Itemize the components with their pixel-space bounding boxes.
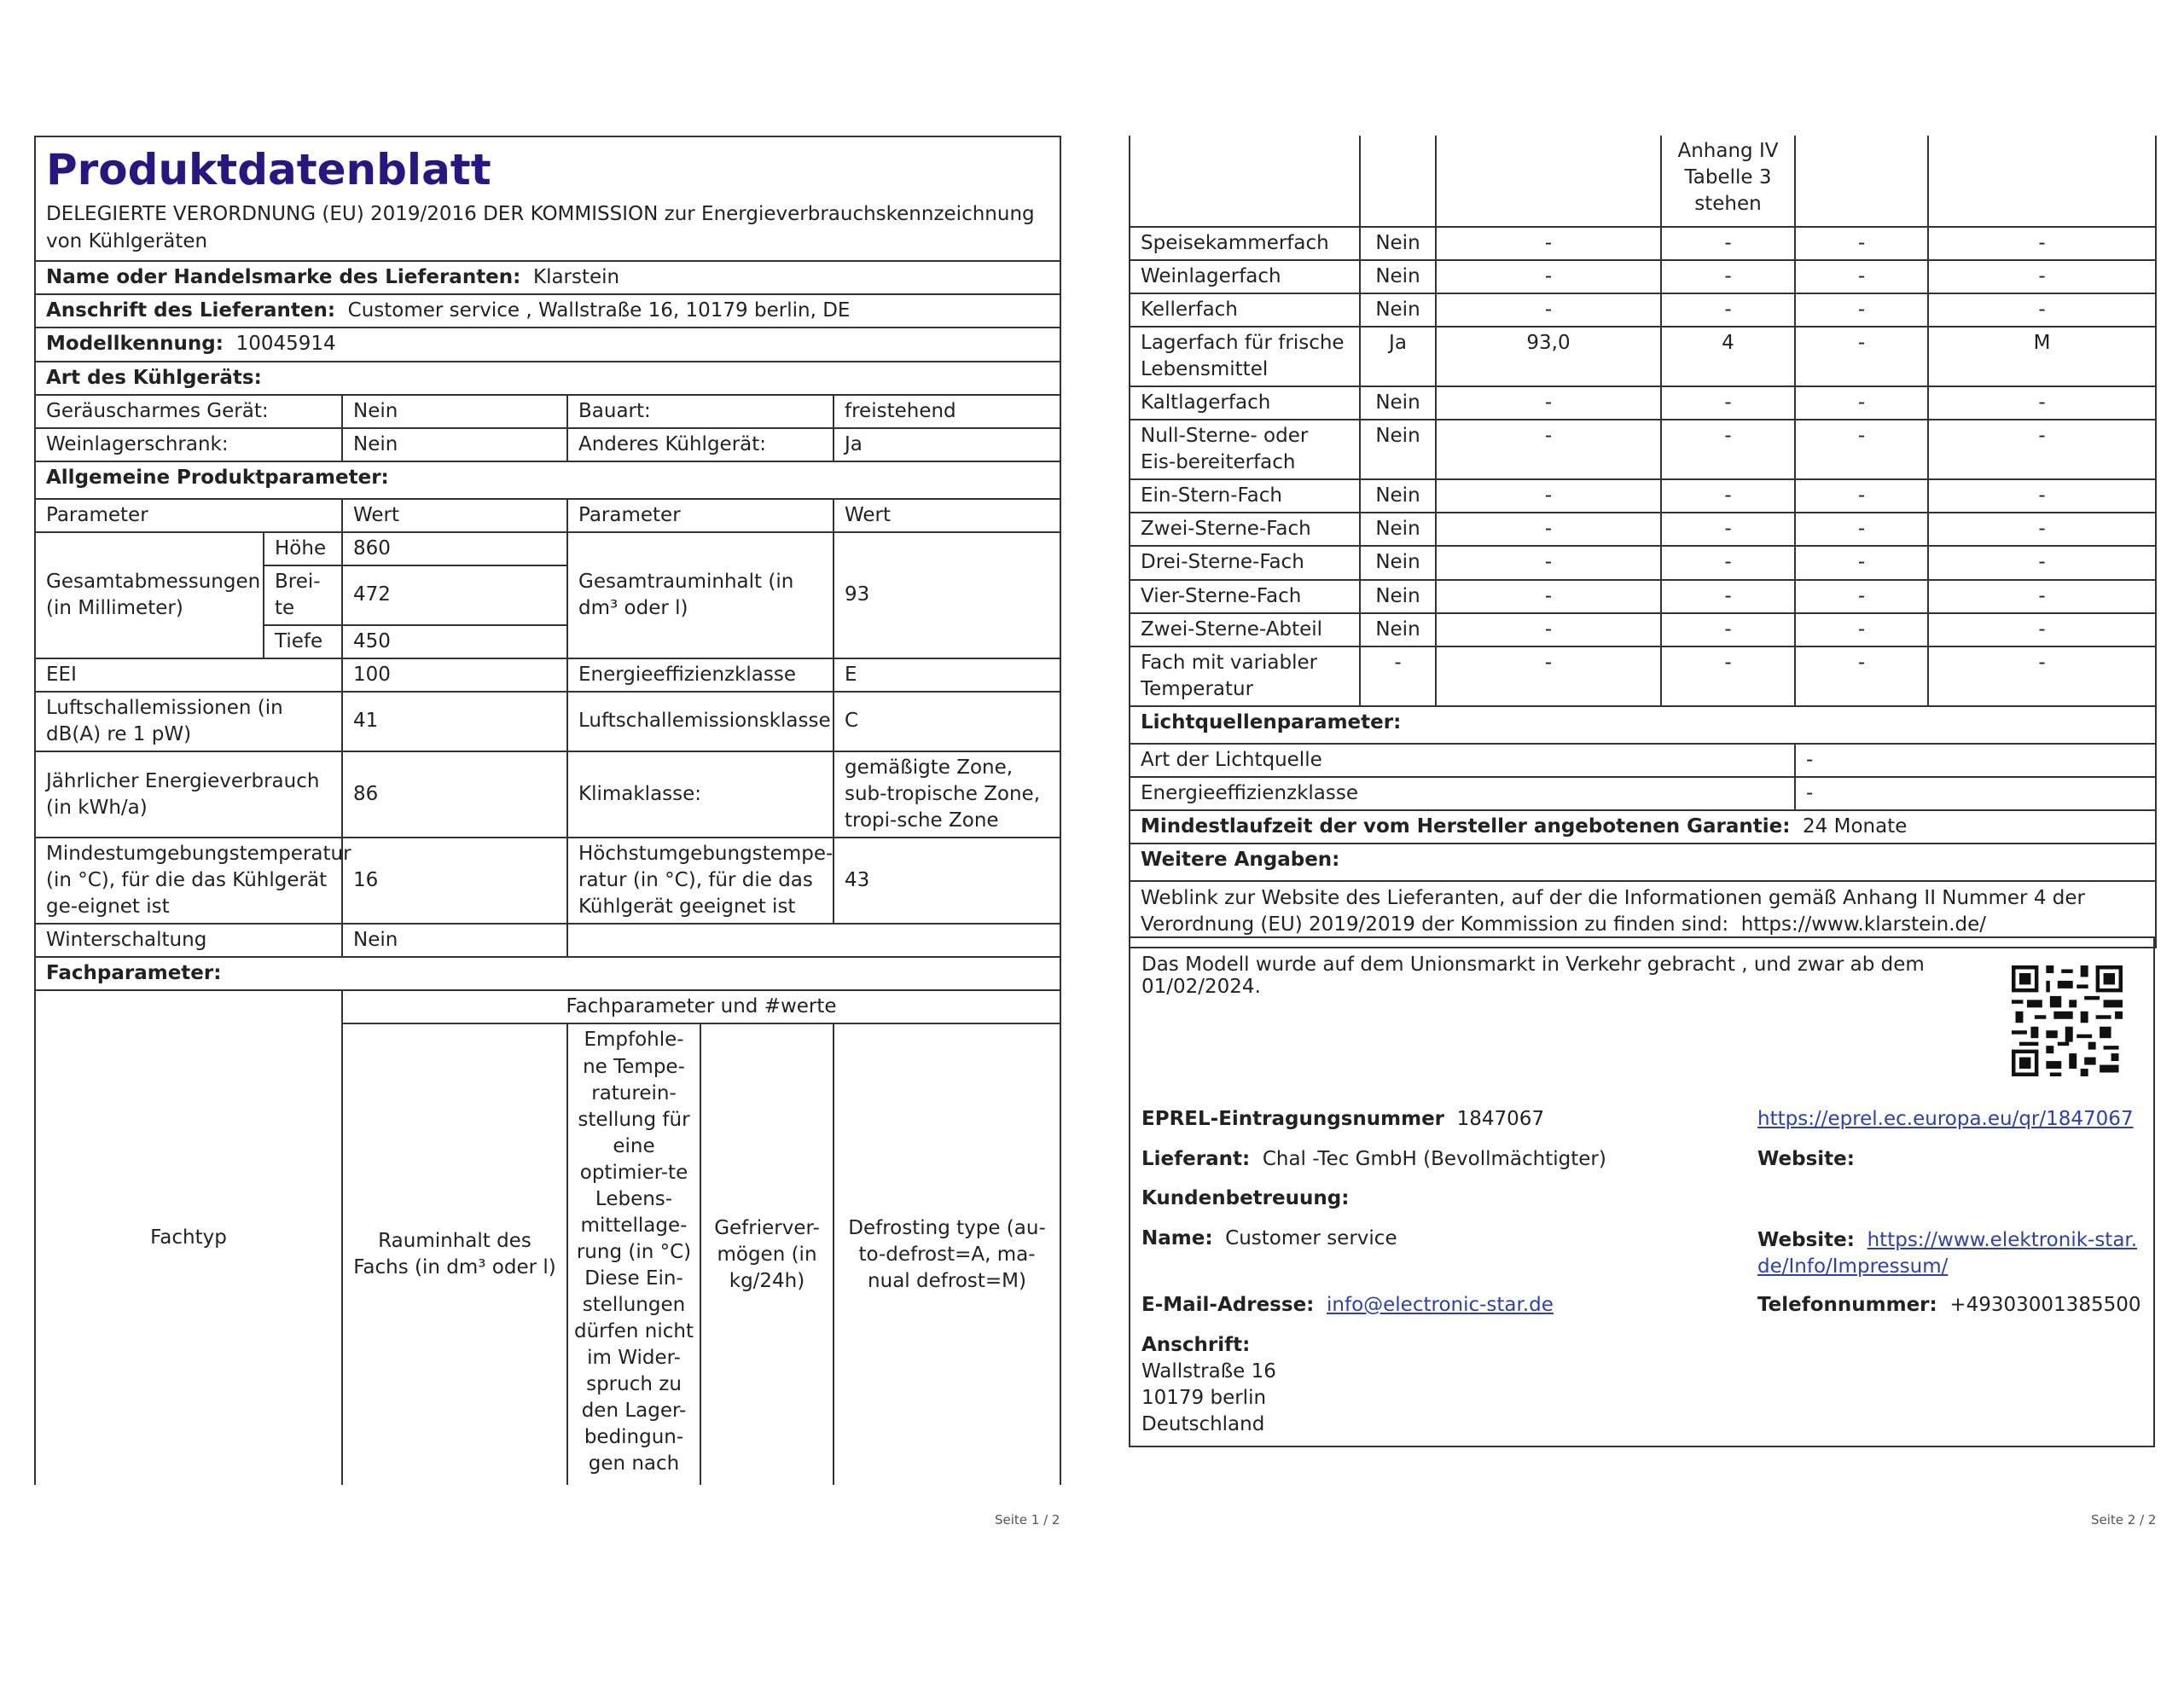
compartment-temp: - — [1661, 546, 1795, 579]
compartment-present: Nein — [1360, 420, 1436, 479]
compartment-name: Speisekammerfach — [1130, 227, 1360, 260]
datasheet-page-2 — [1129, 136, 2155, 1500]
general-params-label: Allgemeine Produktparameter: — [35, 461, 1060, 499]
compartment-volume: - — [1436, 260, 1661, 293]
compartment-present: Nein — [1360, 613, 1436, 646]
compartment-present: Nein — [1360, 227, 1436, 260]
compartment-name: Ein-Stern-Fach — [1130, 479, 1360, 513]
regulation-text: DELEGIERTE VERORDNUNG (EU) 2019/2016 DER KOMMISSION zur Energieverbrauchskennzeichnung von Kühlgeräten — [46, 203, 1035, 253]
address-line-1: Wallstraße 16 — [1141, 1360, 1276, 1383]
energy-class-label: Energieeffizienzklasse — [567, 658, 834, 692]
weblink-text: Weblink zur Website des Lieferanten, auf der die Informationen gemäß Anhang II Nummer 4 der Verordnung (EU) 2019/2019 der Kommission zu finden sind: — [1141, 886, 2085, 936]
supplier-address: Customer service , Wallstraße 16, 10179 berlin, DE — [347, 299, 851, 322]
width-value: 472 — [342, 565, 567, 625]
value-header: Wert — [342, 499, 567, 532]
compartment-name: Zwei-Sterne-Fach — [1130, 513, 1360, 546]
compartment-temp: - — [1661, 646, 1795, 706]
compartment-name: Fach mit variabler Temperatur — [1130, 646, 1360, 706]
eprel-link[interactable]: https://eprel.ec.europa.eu/qr/1847067 — [1757, 1108, 2134, 1130]
supplier-address-label: Anschrift des Lieferanten: — [46, 299, 336, 322]
website2-link[interactable]: https://www.elektronik-star.de/Info/Impressum/ — [1757, 1229, 2138, 1278]
compartment-type-header: Fachtyp — [35, 990, 342, 1485]
name-label: Name: — [1141, 1227, 1213, 1249]
value-header: Wert — [834, 499, 1060, 532]
compartment-name: Drei-Sterne-Fach — [1130, 546, 1360, 579]
low-noise-label: Geräuscharmes Gerät: — [35, 395, 342, 428]
depth-label: Tiefe — [264, 625, 342, 658]
product-data-table — [34, 136, 1061, 1485]
compartment-row — [1130, 546, 2156, 579]
website-label: Website: — [1757, 1148, 1855, 1170]
param-header: Parameter — [35, 499, 342, 532]
weblink-url[interactable]: https://www.klarstein.de/ — [1740, 913, 1987, 936]
warranty-label: Mindestlaufzeit der vom Hersteller angebotenen Garantie: — [1141, 815, 1791, 838]
compartment-volume: - — [1436, 420, 1661, 479]
compartment-temp: - — [1661, 227, 1795, 260]
eprel-label: EPREL-Eintragungsnummer — [1141, 1108, 1445, 1130]
compartment-row — [1130, 327, 2156, 386]
compartment-name: Kaltlagerfach — [1130, 386, 1360, 420]
model-label: Modellkennung: — [46, 333, 224, 356]
compartment-volume: - — [1436, 546, 1661, 579]
annex-reference: Anhang IV Tabelle 3 stehen — [1661, 136, 1795, 227]
compartment-defrost: - — [1928, 420, 2156, 479]
compartment-row — [1130, 293, 2156, 327]
total-volume-value: 93 — [834, 532, 1060, 658]
compartment-volume: - — [1436, 580, 1661, 613]
compartment-present: Nein — [1360, 546, 1436, 579]
compartment-name: Zwei-Sterne-Abteil — [1130, 613, 1360, 646]
compartment-present: Nein — [1360, 580, 1436, 613]
depth-value: 450 — [342, 625, 567, 658]
compartment-present: Nein — [1360, 386, 1436, 420]
other-appliance-value: Ja — [834, 428, 1060, 461]
noise-class-label: Luftschallemissionsklasse — [567, 692, 834, 751]
supplier-label: Lieferant: — [1141, 1148, 1251, 1170]
wine-cabinet-label: Weinlagerschrank: — [35, 428, 342, 461]
total-volume-label: Gesamtrauminhalt (in dm³ oder l) — [567, 532, 834, 658]
appliance-type-label: Art des Kühlgeräts: — [35, 362, 1060, 395]
light-type-value: - — [1795, 744, 2156, 777]
other-appliance-label: Anderes Kühlgerät: — [567, 428, 834, 461]
compartment-row — [1130, 420, 2156, 479]
compartment-defrost: - — [1928, 613, 2156, 646]
compartment-freeze: - — [1795, 420, 1928, 479]
noise-label: Luftschallemissionen (in dB(A) re 1 pW) — [35, 692, 342, 751]
compartment-temp: - — [1661, 613, 1795, 646]
compartment-temp: 4 — [1661, 327, 1795, 386]
width-label: Brei-te — [264, 565, 342, 625]
compartment-defrost: - — [1928, 227, 2156, 260]
compartment-name: Weinlagerfach — [1130, 260, 1360, 293]
compartment-row — [1130, 646, 2156, 706]
supplier-name: Klarstein — [532, 266, 620, 289]
compartment-temp: - — [1661, 386, 1795, 420]
light-type-label: Art der Lichtquelle — [1130, 744, 1795, 777]
recommended-temp-header: Empfohle-ne Tempe-raturein-stellung für eine optimier-te Lebens-mittellage-rung (in °C) Diese Ein-stellungen dürfen nicht im Wider-spruch zu den Lager-bedingun-gen nach — [567, 1023, 700, 1485]
eei-value: 100 — [342, 658, 567, 692]
more-info-label: Weitere Angaben: — [1130, 844, 2156, 881]
dimensions-label: Gesamtabmessungen (in Millimeter) — [35, 532, 264, 658]
compartment-volume: 93,0 — [1436, 327, 1661, 386]
compartment-defrost: - — [1928, 580, 2156, 613]
page-number: Seite 1 / 2 — [995, 1512, 1060, 1528]
model-id: 10045914 — [235, 333, 336, 356]
compartment-defrost: M — [1928, 327, 2156, 386]
compartment-defrost: - — [1928, 479, 2156, 513]
compartment-values-header: Fachparameter und #werte — [342, 990, 1060, 1023]
compartment-defrost: - — [1928, 513, 2156, 546]
energy-class-value: E — [834, 658, 1060, 692]
website2-label: Website: — [1757, 1229, 1855, 1251]
compartment-volume-header: Rauminhalt des Fachs (in dm³ oder l) — [342, 1023, 567, 1485]
compartment-defrost: - — [1928, 293, 2156, 327]
design-label: Bauart: — [567, 395, 834, 428]
eprel-box — [1129, 936, 2155, 1447]
compartment-volume: - — [1436, 386, 1661, 420]
freezing-capacity-header: Gefrierver-mögen (in kg/24h) — [700, 1023, 834, 1485]
compartment-name: Vier-Sterne-Fach — [1130, 580, 1360, 613]
winter-label: Winterschaltung — [35, 924, 342, 957]
compartment-present: Nein — [1360, 293, 1436, 327]
compartment-name: Kellerfach — [1130, 293, 1360, 327]
climate-class-value: gemäßigte Zone, sub-tropische Zone, tropi-sche Zone — [834, 751, 1060, 838]
compartment-freeze: - — [1795, 260, 1928, 293]
compartment-freeze: - — [1795, 646, 1928, 706]
eei-label: EEI — [35, 658, 342, 692]
min-temp-value: 16 — [342, 838, 567, 924]
compartment-freeze: - — [1795, 227, 1928, 260]
noise-value: 41 — [342, 692, 567, 751]
compartment-present: Ja — [1360, 327, 1436, 386]
compartment-present: - — [1360, 646, 1436, 706]
compartment-present: Nein — [1360, 513, 1436, 546]
compartment-row — [1130, 580, 2156, 613]
noise-class-value: C — [834, 692, 1060, 751]
email-link[interactable]: info@electronic-star.de — [1327, 1294, 1554, 1316]
compartment-freeze: - — [1795, 546, 1928, 579]
name-value: Customer service — [1225, 1227, 1397, 1249]
compartment-freeze: - — [1795, 613, 1928, 646]
compartment-volume: - — [1436, 227, 1661, 260]
compartment-name: Lagerfach für frische Lebensmittel — [1130, 327, 1360, 386]
compartment-freeze: - — [1795, 327, 1928, 386]
light-params-label: Lichtquellenparameter: — [1130, 706, 2156, 744]
low-noise-value: Nein — [342, 395, 567, 428]
compartment-present: Nein — [1360, 260, 1436, 293]
compartment-row — [1130, 513, 2156, 546]
compartment-freeze: - — [1795, 580, 1928, 613]
supplier-name-label: Name oder Handelsmarke des Lieferanten: — [46, 266, 521, 289]
climate-class-label: Klimaklasse: — [567, 751, 834, 838]
phone-value: +49303001385500 — [1949, 1294, 2141, 1316]
compartment-volume: - — [1436, 479, 1661, 513]
light-class-label: Energieeffizienzklasse — [1130, 777, 1795, 810]
compartment-defrost: - — [1928, 646, 2156, 706]
eprel-number: 1847067 — [1456, 1108, 1545, 1130]
height-value: 860 — [342, 532, 567, 565]
compartment-freeze: - — [1795, 513, 1928, 546]
supplier-value: Chal -Tec GmbH (Bevollmächtigter) — [1262, 1148, 1606, 1170]
compartment-row — [1130, 613, 2156, 646]
address-line-2: 10179 berlin — [1141, 1387, 1267, 1410]
email-label: E-Mail-Adresse: — [1141, 1294, 1315, 1316]
warranty-value: 24 Monate — [1803, 815, 1908, 838]
annual-energy-label: Jährlicher Energieverbrauch (in kWh/a) — [35, 751, 342, 838]
height-label: Höhe — [264, 532, 342, 565]
compartment-temp: - — [1661, 420, 1795, 479]
compartment-table — [1129, 136, 2157, 948]
customer-support-label: Kundenbetreuung: — [1141, 1187, 1350, 1209]
compartment-volume: - — [1436, 513, 1661, 546]
compartment-temp: - — [1661, 260, 1795, 293]
compartment-row — [1130, 386, 2156, 420]
phone-label: Telefonnummer: — [1757, 1294, 1937, 1316]
compartment-row — [1130, 260, 2156, 293]
param-header: Parameter — [567, 499, 834, 532]
qr-code-icon[interactable] — [2012, 965, 2123, 1076]
compartment-defrost: - — [1928, 546, 2156, 579]
defrost-type-header: Defrosting type (au-to-defrost=A, ma-nual defrost=M) — [834, 1023, 1060, 1485]
compartment-params-label: Fachparameter: — [35, 957, 1060, 990]
page-title: Produktdatenblatt — [46, 145, 491, 194]
min-temp-label: Mindestumgebungstemperatur (in °C), für die das Kühlgerät ge-eignet ist — [35, 838, 342, 924]
datasheet-page-1 — [34, 136, 1060, 1500]
compartment-present: Nein — [1360, 479, 1436, 513]
compartment-temp: - — [1661, 513, 1795, 546]
compartment-volume: - — [1436, 646, 1661, 706]
page-number: Seite 2 / 2 — [2091, 1512, 2157, 1528]
market-date-text: Das Modell wurde auf dem Unionsmarkt in Verkehr gebracht , und zwar ab dem 01/02/2024. — [1141, 954, 1925, 998]
winter-value: Nein — [342, 924, 567, 957]
max-temp-label: Höchstumgebungstempe-ratur (in °C), für die das Kühlgerät geeignet ist — [567, 838, 834, 924]
compartment-temp: - — [1661, 479, 1795, 513]
compartment-volume: - — [1436, 613, 1661, 646]
compartment-volume: - — [1436, 293, 1661, 327]
compartment-temp: - — [1661, 293, 1795, 327]
compartment-freeze: - — [1795, 293, 1928, 327]
compartment-name: Null-Sterne- oder Eis-bereiterfach — [1130, 420, 1360, 479]
light-class-value: - — [1795, 777, 2156, 810]
address-line-3: Deutschland — [1141, 1413, 1265, 1436]
compartment-row — [1130, 227, 2156, 260]
compartment-defrost: - — [1928, 386, 2156, 420]
design-value: freistehend — [834, 395, 1060, 428]
compartment-freeze: - — [1795, 479, 1928, 513]
compartment-freeze: - — [1795, 386, 1928, 420]
annual-energy-value: 86 — [342, 751, 567, 838]
compartment-defrost: - — [1928, 260, 2156, 293]
address-label: Anschrift: — [1141, 1334, 1251, 1356]
compartment-row — [1130, 479, 2156, 513]
compartment-temp: - — [1661, 580, 1795, 613]
wine-cabinet-value: Nein — [342, 428, 567, 461]
max-temp-value: 43 — [834, 838, 1060, 924]
